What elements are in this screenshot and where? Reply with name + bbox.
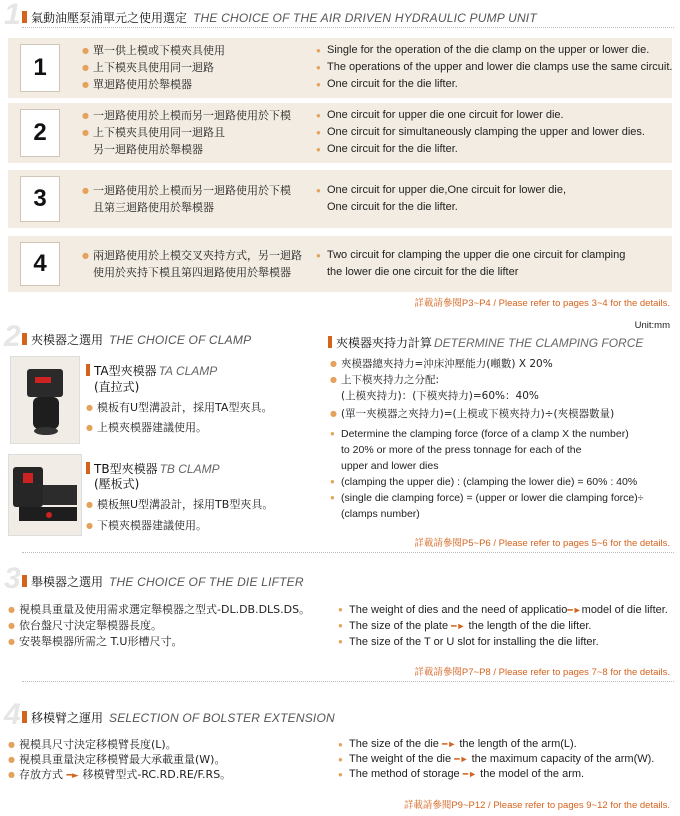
pump-option-row [8, 103, 672, 163]
right-arrow-icon: ━► [66, 771, 79, 781]
section-divider [22, 681, 674, 682]
tb-clamp-notes: ● 模板無U型溝設計，採用TB型夾具。 ● 下模夾模器建議使用。 [86, 494, 273, 536]
pump-option-row [8, 170, 672, 228]
right-arrow-icon: ━► [441, 739, 457, 749]
clamping-force-title: 夾模器夾持力計算 DETERMINE THE CLAMPING FORCE [328, 334, 643, 351]
header-divider [22, 27, 674, 28]
header-accent-bar [22, 575, 27, 587]
option-description-en: ● One circuit for upper die one circuit for lower die. ● One circuit for simultaneously clamping the upper and lower dies. ● One circuit for the die lifter. [316, 107, 645, 158]
header-accent-bar [22, 333, 27, 345]
unit-label: Unit:mm [634, 320, 670, 331]
details-reference: 詳載請參閱P7~P8 / Please refer to pages 7~8 for the details. [414, 667, 670, 678]
option-description-cn: ● 單一供上模或下模夾具使用 ● 上下模夾具使用同一迴路 ● 單迴路使用於舉模器 [82, 42, 225, 93]
option-description-cn: ● 兩迴路使用於上模交叉夾持方式，另一迴路 使用於夾持下模且第四迴路使用於舉模器 [82, 247, 302, 281]
right-arrow-icon: ━► [451, 621, 466, 631]
section-4-header [0, 698, 680, 731]
section-number: 4 [4, 698, 21, 731]
right-arrow-icon: ━► [567, 605, 582, 615]
right-arrow-icon: ━► [454, 754, 469, 764]
section-3-header [0, 562, 680, 595]
option-description-cn: ● 一迴路使用於上模而另一迴路使用於下模 ● 上下模夾具使用同一迴路且 另一迴路使用於舉模器 [82, 107, 291, 158]
section-1-header [0, 0, 680, 31]
option-number: 1 [20, 44, 60, 92]
section-divider [22, 552, 674, 553]
section-number: 1 [4, 0, 21, 31]
details-reference: 詳載請參閱P3~P4 / Please refer to pages 3~4 for the details. [414, 298, 670, 309]
ta-clamp-notes: ● 模板有U型溝設計，採用TA型夾具。 ● 上模夾模器建議使用。 [86, 398, 272, 438]
option-description-en: ● Single for the operation of the die clamp on the upper or lower die. ● The operations of the upper and lower die clamps use the same circuit. ● One circuit for the die lifter. [316, 42, 672, 93]
section-title: 移模臂之運用 SELECTION OF BOLSTER EXTENSION [31, 711, 335, 725]
ta-clamp-title: TA型夾模器 TA CLAMP [86, 362, 217, 379]
tb-clamp-type: (壓板式) [94, 477, 140, 491]
pump-option-row [8, 236, 672, 292]
ta-clamp-image [10, 356, 80, 444]
bolster-notes-en: ● The size of the die ━► the length of the arm(L). ● The weight of the die ━► the maximum capacity of the arm(W). ● The method of storage ━► the model of the arm. [338, 737, 654, 782]
section-title: 夾模器之選用 THE CHOICE OF CLAMP [31, 333, 252, 347]
tb-clamp-image [8, 454, 82, 536]
die-lifter-notes-cn: ● 視模具重量及使用需求選定舉模器之型式-DL.DB.DLS.DS。 ● 依台盤尺寸決定舉模器長度。 ● 安裝舉模器所需之 T.U形槽尺寸。 [8, 602, 310, 650]
option-number: 2 [20, 109, 60, 157]
section-number: 3 [4, 562, 21, 595]
section-title: 舉模器之選用 THE CHOICE OF THE DIE LIFTER [31, 575, 304, 589]
header-accent-bar [22, 711, 27, 723]
option-number: 3 [20, 176, 60, 222]
header-accent-bar [22, 11, 27, 23]
section-title: 氣動油壓泵浦單元之使用選定 THE CHOICE OF THE AIR DRIVEN HYDRAULIC PUMP UNIT [31, 11, 537, 25]
option-description-en: ● One circuit for upper die,One circuit for lower die, One circuit for the die lifter. [316, 182, 566, 216]
right-arrow-icon: ━► [462, 769, 478, 779]
die-lifter-notes-en: ● The weight of dies and the need of applicatio━►model of die lifter. ● The size of the plate ━► the length of the die lifter. ● The size of the T or U slot for installing the die lifter. [338, 602, 668, 650]
option-description-en: ● Two circuit for clamping the upper die one circuit for clamping the lower die one circuit for the die lifter [316, 247, 625, 281]
ta-clamp-type: (直拉式) [94, 380, 140, 394]
details-reference: 詳載請參閱P5~P6 / Please refer to pages 5~6 for the details. [414, 538, 670, 549]
clamping-force-formulas: ● 夾模器總夾持力=沖床沖壓能力(噸數) X 20% ● 上下模夾持力之分配: (上模夾持力)：(下模夾持力)=60%：40% ● (單一夾模器之夾持力)=(上模或下模夾持力)÷(夾模器數量) ● Determine the clamping force (force of a clamp X the number) to 20% or more of the press tonnage for each of the upper and lower dies ● (clamping the upper die) : (clamping the lower die) = 60% : 40% ● (single die clamping force) = (upper or lower die clamping force)÷ (clamps number) [330, 356, 644, 522]
section-number: 2 [4, 320, 21, 353]
tb-clamp-title: TB型夾模器 TB CLAMP [86, 460, 220, 477]
details-reference: 詳載請參閱P9~P12 / Please refer to pages 9~12 for the details. [403, 800, 670, 811]
option-description-cn: ● 一迴路使用於上模而另一迴路使用於下模 且第三迴路使用於舉模器 [82, 182, 291, 216]
pump-option-row [8, 38, 672, 98]
option-number: 4 [20, 242, 60, 286]
bolster-notes-cn: ● 視模具尺寸決定移模臂長度(L)。 ● 視模具重量決定移模臂最大承載重量(W)。 ● 存放方式 ━► 移模臂型式-RC.RD.RE/F.RS。 [8, 737, 231, 784]
